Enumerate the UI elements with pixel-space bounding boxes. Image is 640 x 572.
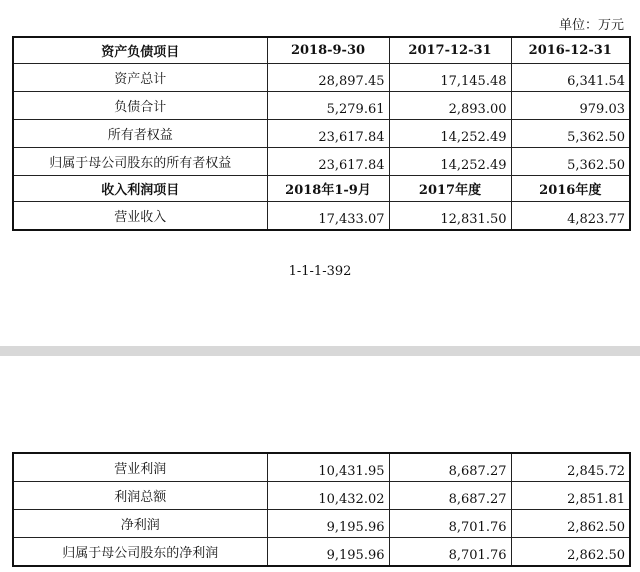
- row-label: 利润总额: [13, 482, 267, 510]
- financial-table-bottom: [12, 452, 631, 567]
- value-cell: 5,362.50: [511, 120, 630, 148]
- value-cell: 28,897.45: [267, 64, 389, 92]
- row-label: 归属于母公司股东的净利润: [13, 538, 267, 567]
- value-cell: 14,252.49: [389, 148, 511, 176]
- value-cell: 17,145.48: [389, 64, 511, 92]
- financial-table-top: [12, 36, 631, 231]
- value-cell: 2,845.72: [511, 453, 630, 482]
- header-cell: 资产负债项目: [13, 37, 267, 64]
- value-cell: 4,823.77: [511, 202, 630, 231]
- table-subheader-row: [13, 176, 630, 202]
- value-cell: 17,433.07: [267, 202, 389, 231]
- row-label: 营业利润: [13, 453, 267, 482]
- unit-label: 单位：万元: [558, 18, 624, 33]
- table-row: [13, 482, 630, 510]
- value-cell: 8,701.76: [389, 538, 511, 567]
- value-cell: 2,862.50: [511, 510, 630, 538]
- page-separator: [0, 346, 640, 356]
- header-cell: 2017-12-31: [389, 37, 511, 64]
- table-row: [13, 510, 630, 538]
- value-cell: 9,195.96: [267, 538, 389, 567]
- table-row: [13, 202, 630, 231]
- value-cell: 10,432.02: [267, 482, 389, 510]
- table-row: [13, 148, 630, 176]
- header-cell: 2017年度: [389, 176, 511, 202]
- table-row: [13, 92, 630, 120]
- value-cell: 2,893.00: [389, 92, 511, 120]
- value-cell: 2,862.50: [511, 538, 630, 567]
- page-number: 1-1-1-392: [288, 264, 352, 279]
- row-label: 净利润: [13, 510, 267, 538]
- header-cell: 2016-12-31: [511, 37, 630, 64]
- value-cell: 14,252.49: [389, 120, 511, 148]
- value-cell: 12,831.50: [389, 202, 511, 231]
- value-cell: 5,362.50: [511, 148, 630, 176]
- value-cell: 23,617.84: [267, 148, 389, 176]
- row-label: 归属于母公司股东的所有者权益: [13, 148, 267, 176]
- row-label: 负债合计: [13, 92, 267, 120]
- value-cell: 8,687.27: [389, 453, 511, 482]
- row-label: 资产总计: [13, 64, 267, 92]
- value-cell: 6,341.54: [511, 64, 630, 92]
- value-cell: 9,195.96: [267, 510, 389, 538]
- row-label: 营业收入: [13, 202, 267, 231]
- value-cell: 5,279.61: [267, 92, 389, 120]
- row-label: 所有者权益: [13, 120, 267, 148]
- table-row: [13, 120, 630, 148]
- table-row: [13, 538, 630, 567]
- value-cell: 8,687.27: [389, 482, 511, 510]
- value-cell: 23,617.84: [267, 120, 389, 148]
- value-cell: 2,851.81: [511, 482, 630, 510]
- header-cell: 2018年1-9月: [267, 176, 389, 202]
- value-cell: 979.03: [511, 92, 630, 120]
- header-cell: 2018-9-30: [267, 37, 389, 64]
- table-header-row: [13, 37, 630, 64]
- value-cell: 8,701.76: [389, 510, 511, 538]
- header-cell: 收入利润项目: [13, 176, 267, 202]
- table-row: [13, 64, 630, 92]
- value-cell: 10,431.95: [267, 453, 389, 482]
- table-row: [13, 453, 630, 482]
- header-cell: 2016年度: [511, 176, 630, 202]
